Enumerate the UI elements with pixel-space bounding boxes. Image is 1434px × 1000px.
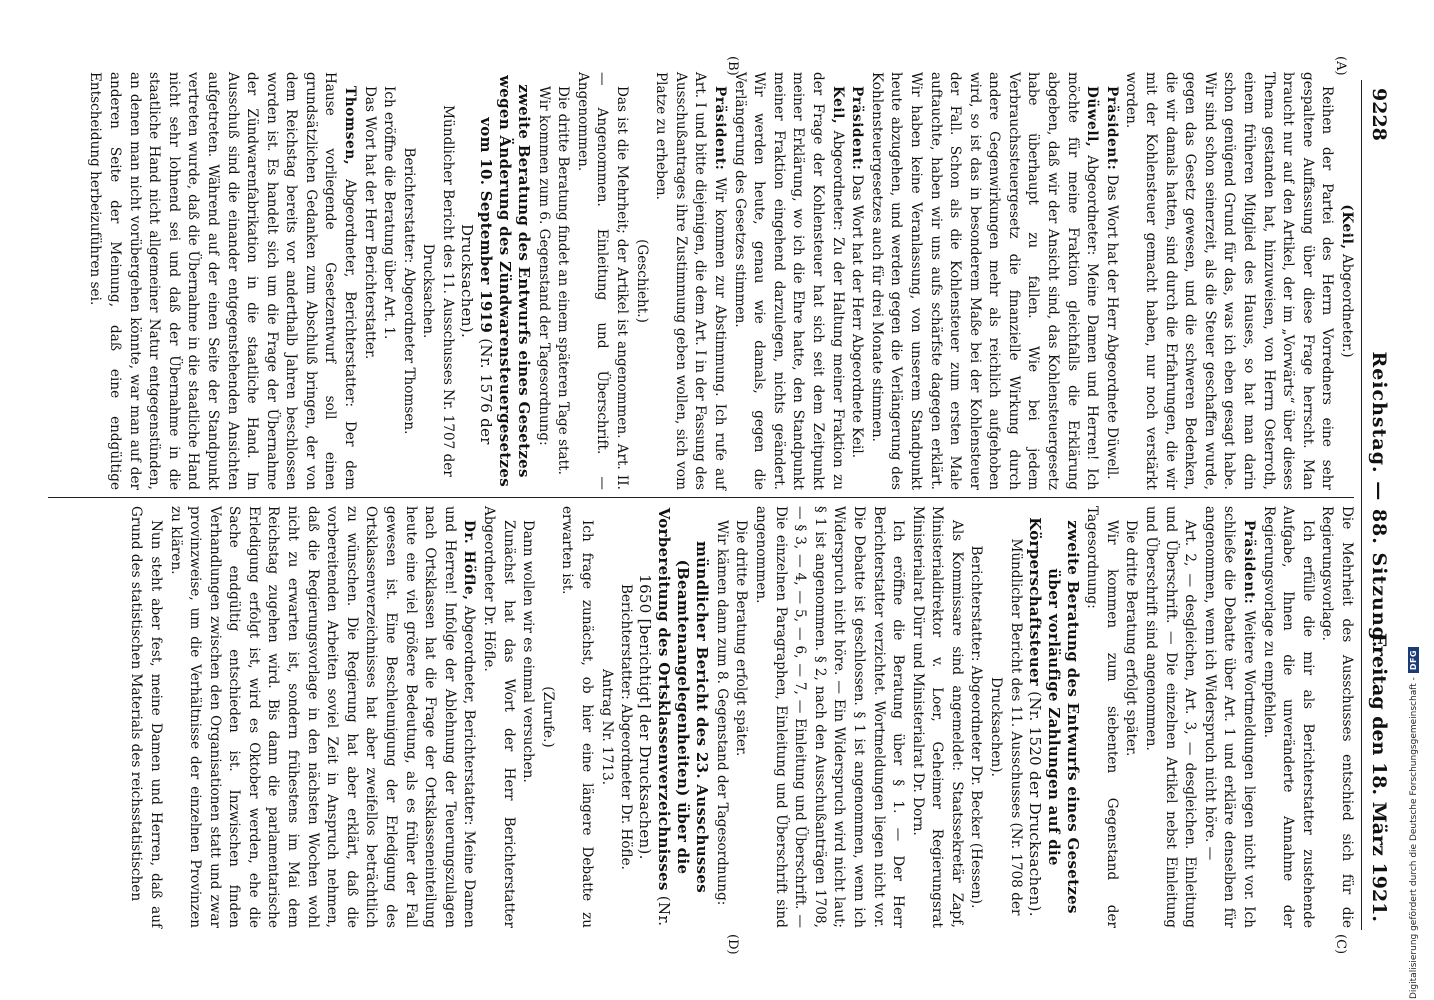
- margin-mark-a: (A): [1333, 56, 1348, 76]
- interjection: (Zurufe.): [539, 686, 556, 748]
- page-header: [1360, 0, 1390, 1000]
- motion-line: Antrag Nr. 1713.: [598, 668, 615, 786]
- rapporteur-line: Berichterstatter: Abgeordneter Dr. Becker (Hessen).: [968, 545, 985, 909]
- agenda-heading: mündlicher Bericht des 23. Ausschusses (Beamtenangelegenheiten) über die Vorbereitung des Ortsklassenverzeichnisses (Nr. 1650 [berichtigt] der Drucksachen).: [636, 507, 712, 927]
- paragraph: Das Wort hat der Herr Berichterstatter.: [361, 86, 378, 360]
- speech-paragraph: Präsident: Das Wort hat der Herr Abgeordnete Düwell.: [1103, 86, 1120, 480]
- speech-paragraph: Keil, Abgeordneter: Zu der Haltung meiner Fraktion zu der Frage der Kohlensteuer hat sich seit dem Zeitpunkt meiner Erklärung, wo ich die Ehre hatte, den Standpunkt meiner Fraktion eingehend darzulegen, nichts geändert. Wir werden heute, genau wie damals, gegen die Verlängerung des Gesetzes stimmen.: [731, 72, 846, 490]
- speech-paragraph: Präsident: Das Wort hat der Herr Abgeordnete Keil.: [849, 86, 866, 459]
- paragraph: Dann wollen wir es einmal versuchen.: [520, 520, 537, 783]
- margin-mark-c: (C): [1333, 934, 1348, 955]
- digitization-credit: [1408, 647, 1419, 999]
- paragraph: Die dritte Beratung erfolgt später.: [733, 520, 750, 757]
- paragraph: Ich erfülle die mir als Berichterstatter zustehende Aufgabe, Ihnen die unveränderte Annahme der Regierungsvorlage zu empfehlen.: [1260, 506, 1316, 928]
- right-column: [126, 506, 1356, 928]
- paragraph: Wir kommen zum 6. Gegenstand der Tagesordnung:: [535, 86, 552, 446]
- paragraph: Ich eröffne die Beratung über § 1. — Der Herr Berichterstatter verzichtet. Wortmeldungen liegen nicht vor. Die Debatte ist geschlossen. § 1 ist angenommen, wenn ich Widerspruch nicht höre. — Ein Widerspruch wird nicht laut; § 1 ist angenommen. § 2, nach den Ausschußanträgen 1708, — § 3, — 4, — 5, — 6, — 7, — Einleitung und Überschrift. — Die einzelnen Paragraphen, Einleitung und Überschrift sind angenommen.: [752, 506, 907, 928]
- paragraph: Die dritte Beratung findet an einem späteren Tage statt.: [555, 86, 572, 475]
- paragraph: Art. 2, — desgleichen, Art. 3, — desgleichen. Einleitung und Überschrift. — Die einzelnen Artikel nebst Einleitung und Überschrift sind angenommen.: [1143, 506, 1199, 928]
- continuation-line: (Keil, Abgeordneter.): [1339, 204, 1355, 358]
- session-title: Reichstag. — 88. Sitzung.: [1368, 351, 1390, 649]
- paragraph: Ich frage zunächst, ob hier eine längere Debatte zu erwarten ist.: [559, 506, 595, 928]
- paragraph: Die Mehrheit des Ausschusses entschied sich für die Regierungsvorlage.: [1319, 506, 1355, 928]
- speech-paragraph: Präsident: Wir kommen zur Abstimmung. Ich rufe auf Art. I und bitte diejenigen, die dem Art. I in der Fassung des Ausschußantrages ihre Zustimmung geben wollen, sich vom Platze zu erheben.: [653, 72, 728, 490]
- margin-mark-d: (D): [725, 934, 740, 955]
- rapporteur-line: Berichterstatter: Abgeordneter Thomsen.: [400, 147, 417, 435]
- margin-mark-b: (B): [725, 56, 740, 76]
- paragraph: Wir kommen zum siebenten Gegenstand der Tagesordnung:: [1084, 506, 1120, 928]
- dfg-logo: DFG: [1408, 647, 1419, 673]
- paragraph: Wir kämen dann zum 8. Gegenstand der Tagesordnung:: [713, 520, 730, 906]
- report-line: Mündlicher Bericht des 11. Ausschusses (Nr. 1708 der Drucksachen).: [988, 538, 1024, 916]
- header-rule: [1361, 80, 1362, 930]
- paragraph: Als Kommissare sind angemeldet: Staatssekretär Zapf, Ministerialdirektor v. Loer, Geheimer Regierungsrat Ministerialrat Dürr und Ministerialrat Dr. Dorn.: [909, 506, 965, 928]
- interjection: (Geschieht.): [633, 239, 650, 323]
- agenda-heading: zweite Beratung des Entwurfs eines Gesetzes wegen Änderung des Zündwarensteuergesetzes vom 10. September 1919 (Nr. 1576 der Drucksachen).: [458, 75, 534, 487]
- paragraph: Nun steht aber fest, meine Damen und Herren, daß auf Grund des statistischen Materials des reichsstatistischen: [128, 506, 164, 928]
- session-date: Freitag den 18. März 1921.: [1368, 632, 1390, 922]
- page-number: 9228: [1368, 88, 1390, 141]
- speech-paragraph: Dr. Höfle, Abgeordneter, Berichterstatter: Meine Damen und Herren! Infolge der Ablehnung der Teuerungszulagen nach Ortsklassen hat die Frage der Ortsklasseneinteilung heute eine viel größere Bedeutung, als es früher der Fall gewesen ist. Eine Beschleunigung der Erledigung des Ortsklassenverzeichnisses hat aber zweifellos beträchtlich zu wünschen. Die Regierung hat aber erklärt, daß die vorbereitenden Arbeiten soviel Zeit in Anspruch nehmen, daß die Regierungsvorlage in den nächsten Wochen wohl nicht zu erwarten ist, sondern frühestens im Mai dem Reichstag zugehen wird. Bis dann die parlamentarische Erledigung erfolgt ist, wird es Oktober werden, ehe die Sache endgültig entschieden ist. Inzwischen finden Verhandlungen zwischen den Organisationen statt und zwar provinzweise, um die Verhältnisse der einzelnen Provinzen zu klären.: [167, 506, 478, 928]
- speech-paragraph: Düwell, Abgeordneter: Meine Damen und Herren! Ich möchte für meine Fraktion gleichfalls die Erklärung abgeben, daß wir der Ansicht sind, das Kohlensteuergesetz habe überhaupt zu fallen. Wie bei jedem Verbrauchssteuergesetz die finanzielle Wirkung durch andere Gegenwirkungen mehr als reichlich aufgehoben wird, so ist das in besonderem Maße bei der Kohlensteuer der Fall. Schon als die Kohlensteuer zum ersten Male auftauchte, haben wir uns aufs schärfste dagegen erklärt. Wir haben keine Veranlassung, von unserem Standpunkt heute abzugehen, und werden gegen die Verlängerung des Kohlensteuergesetzes auch für drei Monate stimmen.: [868, 72, 1101, 490]
- report-line: Mündlicher Bericht des 11. Ausschusses Nr. 1707 der Drucksachen.: [420, 105, 457, 477]
- paragraph: Ich eröffne die Beratung über Art. 1.: [381, 86, 398, 340]
- paragraph: Zunächst hat das Wort der Herr Berichterstatter Abgeordneter Dr. Höfle.: [481, 506, 517, 928]
- paragraph: Die dritte Beratung erfolgt später.: [1123, 520, 1140, 757]
- agenda-heading: zweite Beratung des Entwurfs eines Gesetzes über vorläufige Zahlungen auf die Körperschaftsteuer (Nr. 1520 der Drucksachen).: [1025, 517, 1082, 917]
- speech-paragraph: Thomsen, Abgeordneter, Berichterstatter: Der dem Hause vorliegende Gesetzentwurf soll einen grundsätzlichen Gedanken zum Abschluß bringen, der von dem Reichstag bereits vor anderthalb Jahren beschlossen worden ist. Es handelt sich um die Frage der Übernahme der Zündwarenfabrikation in die staatliche Hand. Im Ausschuß sind die einander entgegenstehenden Ansichten aufgetreten. Während auf der einen Seite der Standpunkt vertreten wurde, daß die Übernahme in die staatliche Hand nicht sehr lohnend sei und daß der Übernahme in die staatliche Hand nicht allgemeiner Natur entgegenstünden, an denen man nicht vorübergehen könnte, war man auf der anderen Seite der Meinung, daß eine endgültige Entscheidung herbeizuführen sei.: [87, 72, 359, 490]
- speech-paragraph: Präsident: Weitere Wortmeldungen liegen nicht vor. Ich schließe die Debatte über Art. 1 und erkläre denselben für angenommen, wenn ich Widerspruch nicht höre. —: [1201, 506, 1258, 928]
- paragraph: Reihen der Partei des Herrn Vorredners eine sehr gespaltene Auffassung über diese Frage herrscht. Man braucht nur auf den Artikel, der im „Vorwärts“ über dieses Thema gestanden hat, hinzuweisen, von Herrn Osterroth, einem früheren Mitglied des Hauses, so hat man darin schon genügend Grund für das, was ich eben gesagt habe. Wir sind schon seinerzeit, als die Steuer geschaffen wurde, gegen das Gesetz gewesen, und die schweren Bedenken, die wir damals hatten, sind durch die Erfahrungen, die wir mit der Kohlensteuer gemacht haben, nur noch verstärkt worden.: [1123, 72, 1336, 490]
- column-divider: [48, 497, 1354, 498]
- credit-text: Digitalisierung gefördert durch die Deutsche Forschungsgemeinschaft -: [1409, 677, 1419, 999]
- left-column: [85, 72, 1356, 490]
- paragraph: Das ist die Mehrheit; der Artikel ist angenommen. Art. II. — Angenommen. Einleitung und Überschrift. — Angenommen.: [574, 72, 631, 490]
- rapporteur-line: Berichterstatter: Abgeordneter Dr. Höfle.: [618, 584, 635, 870]
